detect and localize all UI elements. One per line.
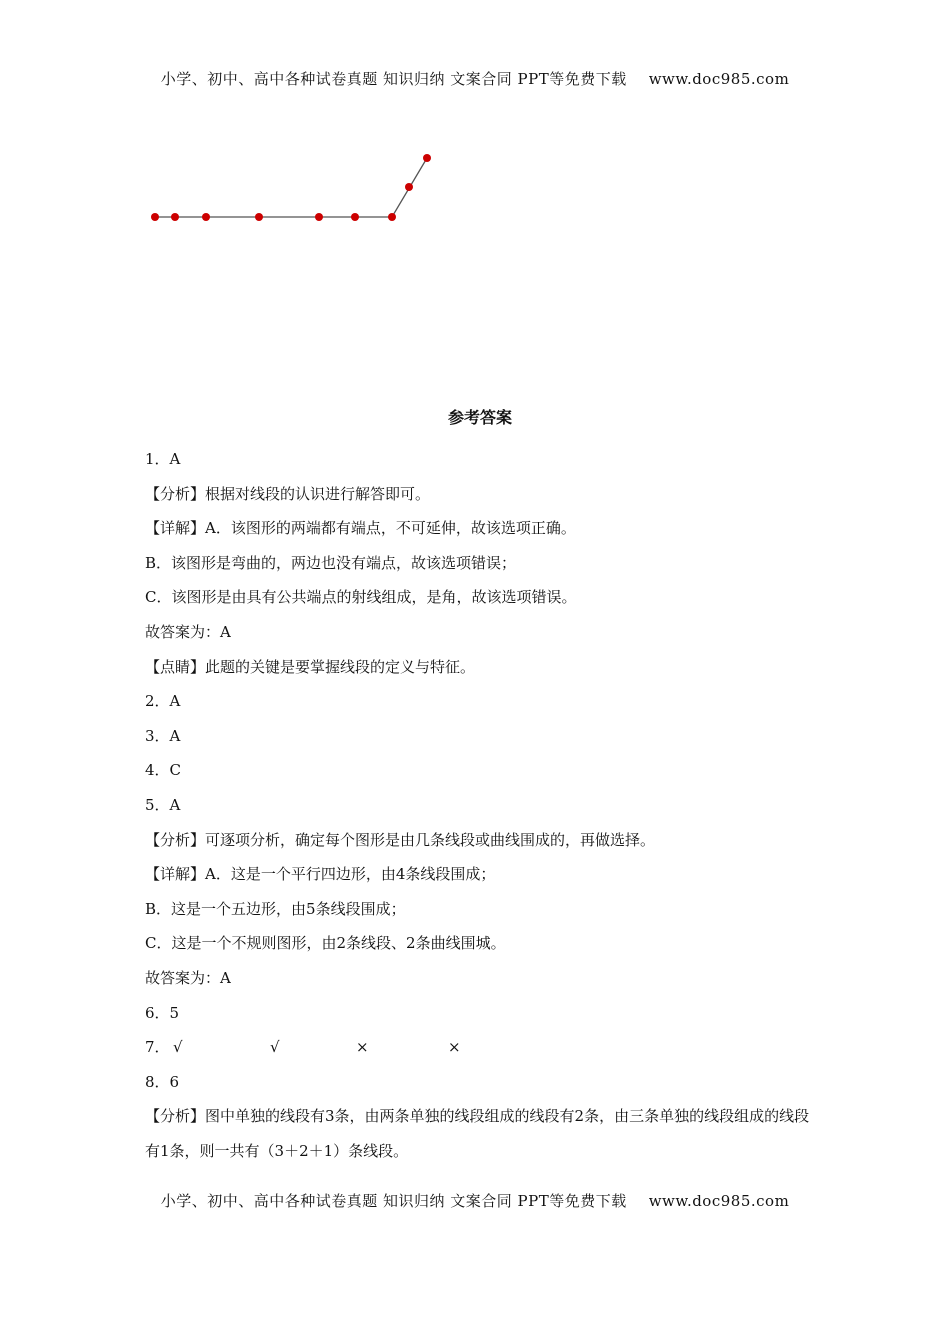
- answer-line: B．这是一个五边形，由5条线段围成；: [145, 899, 406, 918]
- line-segment-figure: [140, 145, 440, 235]
- answer-line: 5．A: [145, 795, 181, 814]
- q7-mark: ×: [356, 1038, 369, 1057]
- point: [151, 213, 159, 221]
- answer-line: C．这是一个不规则图形，由2条线段、2条曲线围城。: [145, 934, 506, 953]
- point: [423, 154, 431, 162]
- answer-line: 2．A: [145, 692, 181, 711]
- point: [171, 213, 179, 221]
- answer-line: 6．5: [145, 1003, 180, 1022]
- footer-text: 小学、初中、高中各种试卷真题 知识归纳 文案合同 PPT等免费下载: [160, 1192, 627, 1210]
- answer-line: 故答案为：A: [145, 968, 231, 987]
- answer-line: 【点睛】此题的关键是要掌握线段的定义与特征。: [145, 657, 476, 676]
- answer-line: B．该图形是弯曲的，两边也没有端点，故该选项错误；: [145, 553, 517, 572]
- point: [388, 213, 396, 221]
- answer-q8-analysis: 【分析】图中单独的线段有3条，由两条单独的线段组成的线段有2条，由三条单独的线段组成的线段有1条，则一共有（3＋2＋1）条线段。: [145, 1107, 810, 1160]
- answer-section: [145, 405, 815, 1168]
- page-footer: [0, 1190, 950, 1211]
- answer-line: 3．A: [145, 726, 181, 745]
- q7-mark: √: [173, 1038, 183, 1057]
- answer-line: 【详解】A．这是一个平行四边形，由4条线段围成；: [145, 865, 496, 884]
- answer-line: 【详解】A．该图形的两端都有端点，不可延伸，故该选项正确。: [145, 519, 576, 538]
- point: [315, 213, 323, 221]
- answer-line: 4．C: [145, 761, 182, 780]
- footer-site: www.doc985.com: [648, 1192, 790, 1210]
- polyline-path: [155, 158, 427, 217]
- header-site: www.doc985.com: [648, 70, 790, 88]
- point: [255, 213, 263, 221]
- q7-mark: √: [270, 1038, 280, 1057]
- header-text: 小学、初中、高中各种试卷真题 知识归纳 文案合同 PPT等免费下载: [160, 70, 627, 88]
- answer-q8: 8．6: [145, 1072, 180, 1091]
- answer-line: C．该图形是由具有公共端点的射线组成，是角，故该选项错误。: [145, 588, 577, 607]
- point: [405, 183, 413, 191]
- answer-line: 故答案为：A: [145, 622, 231, 641]
- q7-mark: ×: [448, 1038, 461, 1057]
- answer-line: 【分析】可逐项分析，确定每个图形是由几条线段或曲线围成的，再做选择。: [145, 830, 656, 849]
- page-header: [0, 68, 950, 89]
- answer-line: 【分析】根据对线段的认识进行解答即可。: [145, 484, 431, 503]
- answer-title: 参考答案: [447, 408, 512, 427]
- point: [202, 213, 210, 221]
- answer-line: 1．A: [145, 450, 181, 468]
- point: [351, 213, 359, 221]
- answer-q7: [145, 1030, 815, 1065]
- q7-number: 7．: [145, 1038, 170, 1057]
